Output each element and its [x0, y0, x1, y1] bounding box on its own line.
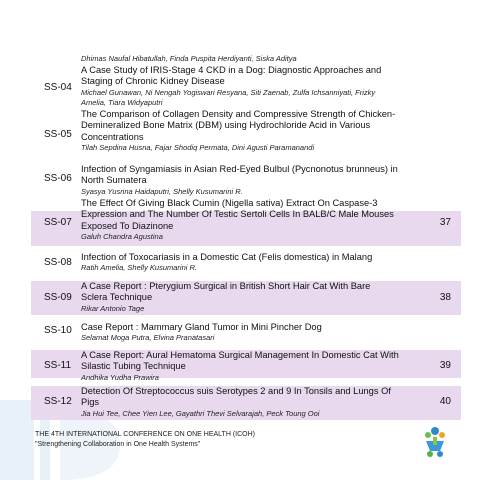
entry-title: Infection of Toxocariasis in a Domestic Cat (Felis domestica) in Malang [81, 252, 373, 262]
toc-row [31, 246, 461, 278]
toc-row [31, 109, 461, 168]
entry-title: A Case Report : Pterygium Surgical in British Short Hair Cat With Bare Sclera Technique [81, 281, 371, 303]
conference-theme: "Strengthening Collaboration in One Health Systems" [35, 440, 201, 448]
entry-content [81, 54, 399, 108]
entry-content [81, 322, 399, 343]
entry-content [81, 164, 399, 197]
page-number: 37 [439, 217, 451, 228]
entry-authors: Tilah Sepdina Husna, Fajar Shodiq Permata, Dini Agusti Paramanandi [81, 143, 315, 153]
session-code: SS-08 [44, 257, 72, 268]
session-code: SS-11 [44, 360, 72, 371]
session-code: SS-12 [44, 396, 72, 407]
session-code: SS-09 [44, 292, 72, 303]
toc-row [31, 315, 461, 341]
entry-title: A Case Study of IRIS-Stage 4 CKD in a Dog: Diagnostic Approaches and Staging of Chronic Kidney Disease [81, 65, 382, 87]
entry-title: Case Report : Mammary Gland Tumor in Mini Pincher Dog [81, 322, 322, 332]
entry-authors: Jia Hui Tee, Chee Yien Lee, Gayathri Thevi Selvarajah, Peck Toung Ooi [81, 408, 320, 418]
entry-title: The Comparison of Collagen Density and Compressive Strength of Chicken-Demineralized Bone Matrix (DBM) using Hydrochloride Acid in Various Concentrations [81, 109, 396, 142]
entry-authors: Dhimas Naufal Hibatullah, Finda Puspita Herdiyanti, Siska Aditya [81, 54, 297, 63]
entry-title: Infection of Syngamiasis in Asian Red-Eyed Bulbul (Pycnonotus brunneus) in North Sumatera [81, 164, 398, 186]
entry-title: The Effect Of Giving Black Cumin (Nigella sativa) Extract On Caspase-3 Expression and The Number Of Testic Sertoli Cells In BALB/C Male Mouses Exposed To Diazinone [81, 198, 394, 231]
conference-name: THE 4TH INTERNATIONAL CONFERENCE ON ONE HEALTH (ICOH) [35, 431, 255, 438]
entry-content [81, 386, 399, 419]
entry-content [81, 252, 399, 273]
table-of-contents [31, 0, 461, 420]
session-code: SS-04 [44, 82, 72, 93]
toc-row-highlighted [31, 350, 461, 382]
page-number: 38 [439, 292, 451, 303]
page-number: 39 [439, 360, 451, 371]
session-code: SS-10 [44, 325, 72, 336]
conference-logo [418, 425, 452, 459]
entry-content [81, 109, 399, 153]
session-code: SS-06 [44, 173, 72, 184]
entry-authors: Andhika Yudha Prawira [81, 372, 159, 382]
toc-row [31, 0, 461, 120]
entry-title: Detection Of Streptococcus suis Serotypes 2 and 9 In Tonsils and Lungs Of Pigs [81, 386, 391, 408]
toc-row-highlighted [31, 281, 461, 315]
toc-row-highlighted [31, 386, 461, 420]
entry-content [81, 198, 399, 242]
entry-content [81, 281, 399, 314]
entry-authors: Selamat Moga Putra, Elvina Pranatasari [81, 333, 215, 343]
entry-title: A Case Report: Aural Hematoma Surgical Management In Domestic Cat With Silastic Tubing Technique [81, 350, 399, 372]
entry-authors: Syasya Yusrina Haidaputri, Shelly Kusumarini R. [81, 186, 243, 196]
entry-content [81, 350, 399, 383]
session-code: SS-07 [44, 217, 72, 228]
footer [35, 430, 255, 449]
entry-authors: Ratih Amelia, Shelly Kusumarini R. [81, 263, 198, 273]
page-number: 40 [439, 396, 451, 407]
entry-authors: Rikar Antonio Tage [81, 303, 145, 313]
entry-authors: Michael Gunawan, Ni Nengah Yogiswari Resyana, Siti Zaenab, Zulfa Ichsanniyati, Frizky Amelia, Tiara Widyaputri [81, 87, 376, 107]
entry-authors: Galuh Chandra Agustina [81, 232, 163, 242]
session-code: SS-05 [44, 129, 72, 140]
toc-row-highlighted [31, 198, 461, 246]
